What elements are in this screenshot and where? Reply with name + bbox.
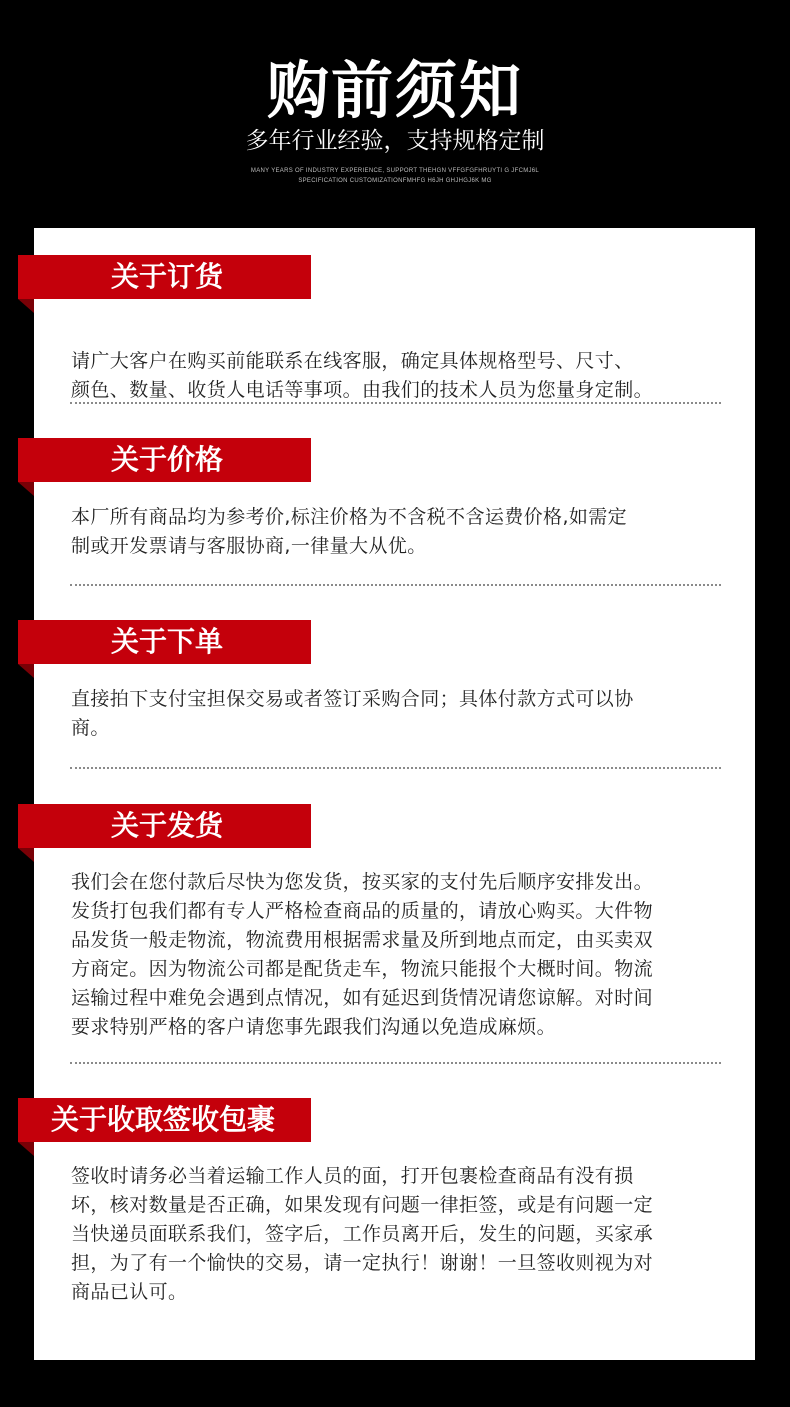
section-body: [71, 868, 721, 1042]
section-banner: [18, 1098, 311, 1142]
section-divider: [70, 767, 721, 769]
body-line: 直接拍下支付宝担保交易或者签订采购合同；具体付款方式可以协: [71, 688, 634, 710]
body-line: 坏，核对数量是否正确，如果发现有问题一律拒签，或是有问题一定: [71, 1194, 654, 1216]
body-line: 方商定。因为物流公司都是配货走车，物流只能报个大概时间。物流: [71, 958, 654, 980]
section-heading: 关于价格: [111, 443, 224, 476]
section-banner: [18, 255, 311, 299]
body-line: 制或开发票请与客服协商,一律量大从优。: [71, 535, 427, 557]
section-body: [71, 685, 721, 743]
page-subtitle: 多年行业经验，支持规格定制: [245, 128, 545, 154]
banner-fold: [18, 848, 34, 862]
page-title: 购前须知: [266, 54, 523, 127]
body-line: 本厂所有商品均为参考价,标注价格为不含税不含运费价格,如需定: [71, 506, 628, 528]
body-line: 签收时请务必当着运输工作人员的面，打开包裹检查商品有没有损: [71, 1165, 634, 1187]
body-line: 发货打包我们都有专人严格检查商品的质量的，请放心购买。大件物: [71, 900, 654, 922]
page-header: [0, 0, 790, 228]
body-line: 颜色、数量、收货人电话等事项。由我们的技术人员为您量身定制。: [71, 379, 654, 401]
section-body: [71, 1162, 721, 1307]
body-line: 商。: [71, 717, 110, 739]
body-line: 担，为了有一个愉快的交易，请一定执行！谢谢！一旦签收则视为对: [71, 1252, 654, 1274]
banner-fold: [18, 482, 34, 496]
section-heading: 关于订货: [111, 260, 224, 293]
notice-card: [34, 228, 755, 1360]
section-banner: [18, 804, 311, 848]
section-divider: [70, 584, 721, 586]
body-line: 当快递员面联系我们，签字后，工作员离开后，发生的问题，买家承: [71, 1223, 654, 1245]
body-line: 要求特别严格的客户请您事先跟我们沟通以免造成麻烦。: [71, 1016, 557, 1038]
english-tagline-1: MANY YEARS OF INDUSTRY EXPERIENCE, SUPPORT THEHGN VFFGFGFHRUYTI G JFCMJ6L: [250, 168, 540, 174]
body-line: 运输过程中难免会遇到点情况，如有延迟到货情况请您谅解。对时间: [71, 987, 654, 1009]
section-banner: [18, 438, 311, 482]
body-line: 品发货一般走物流，物流费用根据需求量及所到地点而定，由买卖双: [71, 929, 654, 951]
section-body: [71, 503, 721, 561]
english-tagline-2: SPECIFICATION CUSTOMIZATIONFMHFG H6JH GHJHGJ6K MG: [298, 178, 492, 184]
section-heading: 关于下单: [111, 625, 224, 658]
body-line: 商品已认可。: [71, 1281, 188, 1303]
banner-fold: [18, 664, 34, 678]
section-banner: [18, 620, 311, 664]
body-line: 请广大客户在购买前能联系在线客服，确定具体规格型号、尺寸、: [71, 350, 634, 372]
section-heading: 关于发货: [111, 809, 224, 842]
banner-fold: [18, 1142, 34, 1156]
section-divider: [70, 402, 721, 404]
banner-fold: [18, 299, 34, 313]
body-line: 我们会在您付款后尽快为您发货，按买家的支付先后顺序安排发出。: [71, 871, 654, 893]
section-body: [71, 347, 721, 405]
section-divider: [70, 1062, 721, 1064]
section-heading: 关于收取签收包裹: [51, 1103, 276, 1136]
